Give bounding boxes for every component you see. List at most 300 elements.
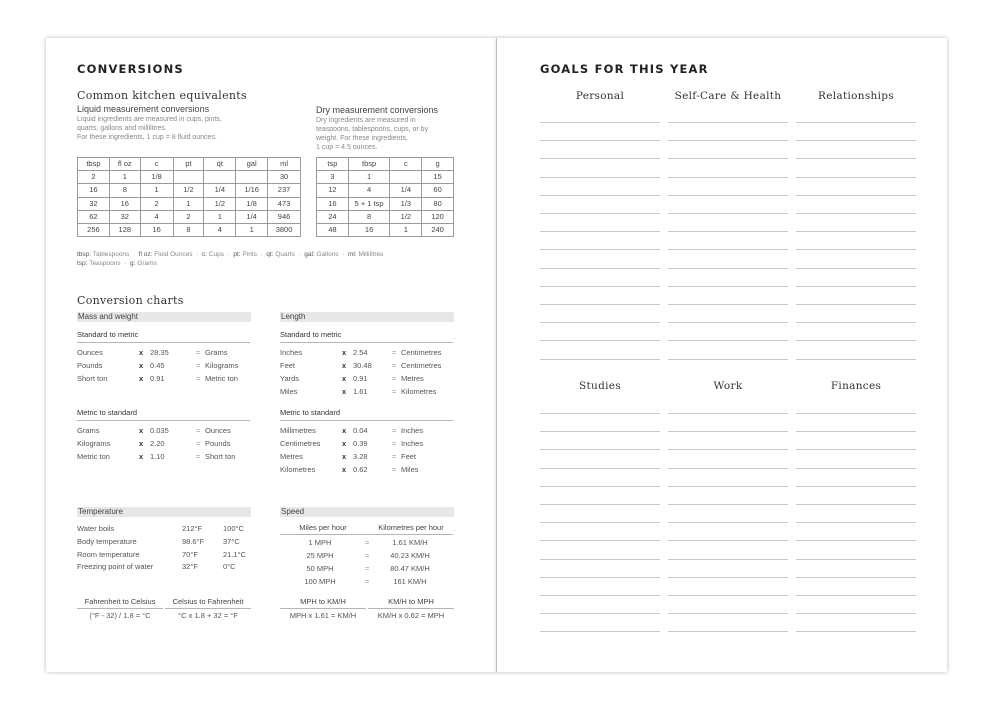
conv-from: Metric ton (77, 452, 110, 461)
conv-factor: 0.45 (150, 361, 165, 370)
goal-line[interactable] (540, 122, 660, 123)
table-cell: 12 (317, 184, 349, 197)
conv-to: Miles (401, 465, 419, 474)
goal-line[interactable] (796, 177, 916, 178)
goal-line[interactable] (796, 304, 916, 305)
goal-line[interactable] (540, 486, 660, 487)
goal-line[interactable] (668, 249, 788, 250)
table-cell: 2 (140, 197, 173, 210)
table-header-cell: tbsp (348, 158, 390, 171)
table-cell: 237 (268, 184, 301, 197)
conv-to: Grams (205, 348, 228, 357)
goal-line[interactable] (540, 359, 660, 360)
table-cell: 1/8 (236, 197, 268, 210)
goal-line[interactable] (668, 540, 788, 541)
table-row (317, 184, 454, 197)
conv-to: Centimetres (401, 348, 442, 357)
goal-line[interactable] (796, 195, 916, 196)
legend-abbr: c: (201, 251, 207, 258)
speed-kmh: 1.61 KM/H (392, 538, 428, 547)
liquid-note-line: quarts, gallons and millilitres. (77, 125, 167, 132)
conv-factor: 2.20 (150, 439, 165, 448)
multiply-sign: x (139, 361, 144, 370)
goal-line[interactable] (540, 268, 660, 269)
goal-line[interactable] (796, 431, 916, 432)
conv-to: Kilometres (401, 387, 437, 396)
goal-line[interactable] (796, 631, 916, 632)
goal-line[interactable] (796, 449, 916, 450)
table-row (78, 210, 301, 223)
conv-factor: 30.48 (353, 361, 372, 370)
table-cell: 2 (173, 210, 204, 223)
goal-line[interactable] (668, 559, 788, 560)
legend-abbr: pt: (233, 251, 241, 258)
multiply-sign: x (139, 452, 144, 461)
goal-line[interactable] (796, 595, 916, 596)
goal-line[interactable] (540, 304, 660, 305)
multiply-sign: x (139, 374, 144, 383)
f-to-c-label: Fahrenheit to Celsius (84, 597, 156, 606)
goal-line[interactable] (668, 413, 788, 414)
conv-factor: 0.91 (353, 374, 368, 383)
conv-from: Ounces (77, 348, 103, 357)
divider (280, 420, 453, 421)
goal-line[interactable] (796, 158, 916, 159)
conv-from: Inches (280, 348, 303, 357)
conv-factor: 3.28 (353, 452, 368, 461)
table-cell: 1/4 (390, 184, 422, 197)
liquid-note (77, 115, 222, 142)
conv-to: Inches (401, 426, 424, 435)
table-cell: 1 (204, 210, 236, 223)
mass-band: Mass and weight (77, 312, 251, 322)
legend-abbr: fl oz: (138, 251, 153, 258)
equals-sign: = (196, 439, 201, 448)
goal-line[interactable] (540, 140, 660, 141)
table-cell: 16 (78, 184, 110, 197)
table-cell: 62 (78, 210, 110, 223)
equals-sign: = (196, 374, 201, 383)
goal-line[interactable] (796, 231, 916, 232)
speed-kmh: 40.23 KM/H (390, 551, 430, 560)
goal-line[interactable] (796, 122, 916, 123)
conv-factor: 0.62 (353, 465, 368, 474)
goal-line[interactable] (796, 249, 916, 250)
table-cell: 4 (348, 184, 390, 197)
goal-line[interactable] (668, 195, 788, 196)
dry-note (316, 116, 428, 152)
goal-line[interactable] (796, 140, 916, 141)
equals-sign: = (196, 452, 201, 461)
divider (77, 608, 163, 609)
goal-line[interactable] (668, 504, 788, 505)
equals-sign: = (392, 374, 397, 383)
table-cell: 24 (317, 210, 349, 223)
conv-from: Pounds (77, 361, 103, 370)
conv-from: Grams (77, 426, 100, 435)
table-cell: 1/8 (140, 171, 173, 184)
dry-note-line: Dry ingredients are measured in (316, 117, 416, 124)
goal-line[interactable] (540, 504, 660, 505)
legend-abbr: tsp: (77, 260, 88, 267)
goal-line[interactable] (668, 213, 788, 214)
equals-sign: = (392, 426, 397, 435)
legend-full: Tablespoons (92, 251, 130, 258)
goal-line[interactable] (796, 413, 916, 414)
equals-sign: = (392, 361, 397, 370)
table-cell: 1/16 (236, 184, 268, 197)
goal-line[interactable] (668, 486, 788, 487)
goal-line[interactable] (796, 468, 916, 469)
table-cell: 1 (348, 171, 390, 184)
goal-line[interactable] (540, 177, 660, 178)
goal-line[interactable] (796, 268, 916, 269)
conv-factor: 0.39 (353, 439, 368, 448)
conv-factor: 1.10 (150, 452, 165, 461)
f-to-c-formula: (°F - 32) / 1.8 = °C (89, 611, 151, 620)
table-header-row (78, 158, 301, 171)
conv-from: Miles (280, 387, 298, 396)
goal-category-personal: Personal (575, 90, 625, 102)
conv-to: Pounds (205, 439, 231, 448)
table-cell: 1/3 (390, 197, 422, 210)
table-cell: 1/4 (204, 184, 236, 197)
table-cell: 1/2 (390, 210, 422, 223)
legend-line: tbsp: Tablespoons · fl oz: Fluid Ounces · c: Cups · pt: Pints · qt: Quarts · gal: Gallons · ml: Millilitres (77, 251, 384, 258)
equals-sign: = (392, 348, 397, 357)
legend-full: Cups (208, 251, 224, 258)
equals-sign: = (392, 387, 397, 396)
goal-line[interactable] (540, 231, 660, 232)
dry-title: Dry measurement conversions (316, 105, 439, 115)
table-row (317, 210, 454, 223)
temp-celsius: 100°C (223, 524, 244, 533)
goal-line[interactable] (796, 359, 916, 360)
multiply-sign: x (139, 439, 144, 448)
legend-full: Teaspoons (89, 260, 121, 267)
conv-to: Centimetres (401, 361, 442, 370)
goal-line[interactable] (796, 559, 916, 560)
goal-line[interactable] (668, 613, 788, 614)
temp-label: Room temperature (77, 550, 140, 559)
conv-factor: 1.61 (353, 387, 368, 396)
multiply-sign: x (139, 426, 144, 435)
kmh-to-mph-formula: KM/H x 0.62 = MPH (377, 611, 445, 620)
divider (280, 342, 453, 343)
equals-sign: = (392, 439, 397, 448)
legend-abbr: tbsp: (77, 251, 92, 258)
table-cell: 1 (236, 223, 268, 236)
conv-from: Centimetres (280, 439, 321, 448)
temp-celsius: 0°C (223, 562, 236, 571)
equals-sign: = (196, 361, 201, 370)
table-cell: 256 (78, 223, 110, 236)
table-cell: 8 (348, 210, 390, 223)
goal-category-studies: Studies (579, 380, 621, 392)
table-cell: 32 (78, 197, 110, 210)
multiply-sign: x (342, 452, 347, 461)
temp-celsius: 21.1°C (223, 550, 247, 559)
goal-line[interactable] (540, 195, 660, 196)
goal-line[interactable] (540, 286, 660, 287)
table-cell: 2 (78, 171, 110, 184)
goal-line[interactable] (668, 359, 788, 360)
speed-mph: 50 MPH (306, 564, 334, 573)
conv-factor: 0.91 (150, 374, 165, 383)
table-cell: 1/4 (236, 210, 268, 223)
speed-mph: 25 MPH (306, 551, 334, 560)
table-row (78, 197, 301, 210)
table-cell: 1 (390, 223, 422, 236)
goal-line[interactable] (668, 231, 788, 232)
goal-line[interactable] (668, 522, 788, 523)
legend-abbr: gal: (304, 251, 315, 258)
goal-line[interactable] (540, 449, 660, 450)
table-row (317, 197, 454, 210)
goal-line[interactable] (796, 213, 916, 214)
speed-kmh: 80.47 KM/H (390, 564, 430, 573)
table-cell: 4 (204, 223, 236, 236)
goal-category-finances: Finances (830, 380, 882, 392)
legend-abbr: qt: (266, 251, 274, 258)
goal-line[interactable] (540, 559, 660, 560)
goal-line[interactable] (796, 577, 916, 578)
goals-title: GOALS FOR THIS YEAR (540, 62, 709, 76)
goal-category-self-care: Self-Care & Health (674, 90, 782, 102)
goal-line[interactable] (540, 631, 660, 632)
legend-full: Fluid Ounces (154, 251, 193, 258)
goal-line[interactable] (540, 540, 660, 541)
goal-category-work: Work (713, 380, 743, 392)
table-cell: 30 (268, 171, 301, 184)
legend-full: Millilitres (358, 251, 384, 258)
temp-celsius: 37°C (223, 537, 240, 546)
c-to-f-formula: °C x 1.8 + 32 = °F (178, 611, 238, 620)
goal-line[interactable] (796, 340, 916, 341)
liquid-title: Liquid measurement conversions (77, 104, 210, 114)
speed-band: Speed (280, 507, 454, 517)
conv-factor: 28.35 (150, 348, 169, 357)
goal-line[interactable] (668, 158, 788, 159)
legend-full: Pints (242, 251, 257, 258)
conv-factor: 0.04 (353, 426, 368, 435)
goal-line[interactable] (668, 268, 788, 269)
table-cell: 48 (317, 223, 349, 236)
conv-from: Feet (280, 361, 296, 370)
conv-to: Metric ton (205, 374, 238, 383)
conv-to: Inches (401, 439, 424, 448)
table-header-cell: tbsp (78, 158, 110, 171)
goal-line[interactable] (668, 468, 788, 469)
conv-from: Kilometres (280, 465, 316, 474)
equals-sign: = (365, 564, 370, 573)
equals-sign: = (196, 426, 201, 435)
speed-mph: 1 MPH (308, 538, 332, 547)
conv-from: Short ton (77, 374, 108, 383)
goal-line[interactable] (540, 213, 660, 214)
goal-line[interactable] (796, 322, 916, 323)
conv-from: Metres (280, 452, 303, 461)
temp-label: Water boils (77, 524, 115, 533)
table-row (317, 171, 454, 184)
conv-to: Feet (401, 452, 417, 461)
table-cell: 128 (109, 223, 140, 236)
length-band: Length (280, 312, 454, 322)
equals-sign: = (392, 452, 397, 461)
goal-line[interactable] (668, 595, 788, 596)
conv-to: Ounces (205, 426, 231, 435)
legend-abbr: ml: (347, 251, 357, 258)
goal-line[interactable] (668, 577, 788, 578)
dry-note-line: 1 cup = 4.5 ounces. (316, 144, 378, 151)
multiply-sign: x (342, 439, 347, 448)
multiply-sign: x (342, 348, 347, 357)
multiply-sign: x (342, 374, 347, 383)
conv-to: Metres (401, 374, 424, 383)
table-header-cell: tsp (317, 158, 349, 171)
table-cell: 1/2 (173, 184, 204, 197)
table-header-cell: g (422, 158, 454, 171)
temp-fahrenheit: 212°F (182, 524, 203, 533)
goal-line[interactable] (540, 595, 660, 596)
table-cell: 1 (140, 184, 173, 197)
goal-line[interactable] (540, 431, 660, 432)
goal-line[interactable] (540, 322, 660, 323)
goal-line[interactable] (668, 340, 788, 341)
table-cell (390, 171, 422, 184)
goal-line[interactable] (796, 522, 916, 523)
abbreviation-legend (77, 250, 457, 268)
speed-mph: 100 MPH (304, 577, 336, 586)
liquid-note-line: For these ingredients, 1 cup = 8 fluid ounces. (77, 134, 217, 141)
goal-line[interactable] (796, 486, 916, 487)
table-row (317, 223, 454, 236)
table-cell: 473 (268, 197, 301, 210)
table-cell: 80 (422, 197, 454, 210)
conv-factor: 0.035 (150, 426, 169, 435)
goal-line[interactable] (668, 304, 788, 305)
temp-fahrenheit: 70°F (182, 550, 198, 559)
multiply-sign: x (342, 465, 347, 474)
table-cell: 5 + 1 tsp (348, 197, 390, 210)
divider (77, 342, 250, 343)
goal-line[interactable] (668, 140, 788, 141)
conv-from: Millimetres (280, 426, 316, 435)
mph-to-kmh-formula: MPH x 1.61 = KM/H (289, 611, 357, 620)
c-to-f-label: Celsius to Fahrenheit (172, 597, 244, 606)
conversion-charts-heading: Conversion charts (77, 294, 184, 307)
goal-line[interactable] (668, 177, 788, 178)
speed-col-kmh: Kilometres per hour (378, 523, 444, 532)
table-cell: 8 (173, 223, 204, 236)
goal-line[interactable] (668, 322, 788, 323)
divider (368, 608, 454, 609)
table-header-cell: fl oz (109, 158, 140, 171)
table-row (78, 223, 301, 236)
table-cell: 3800 (268, 223, 301, 236)
table-cell: 16 (109, 197, 140, 210)
multiply-sign: x (342, 426, 347, 435)
dry-table (316, 157, 454, 237)
table-cell: 3 (317, 171, 349, 184)
length-metric-std-label: Metric to standard (280, 408, 341, 417)
goal-category-relationships: Relationships (818, 90, 894, 102)
conv-from: Yards (280, 374, 300, 383)
table-cell: 240 (422, 223, 454, 236)
table-cell: 60 (422, 184, 454, 197)
goal-line[interactable] (796, 540, 916, 541)
conv-to: Kilograms (205, 361, 239, 370)
table-cell: 16 (348, 223, 390, 236)
goal-line[interactable] (668, 449, 788, 450)
table-cell: 32 (109, 210, 140, 223)
equals-sign: = (392, 465, 397, 474)
legend-full: Gallons (316, 251, 339, 258)
table-cell: 946 (268, 210, 301, 223)
liquid-table (77, 157, 301, 237)
table-cell: 1 (173, 197, 204, 210)
goal-line[interactable] (540, 522, 660, 523)
table-cell: 8 (109, 184, 140, 197)
goal-line[interactable] (540, 613, 660, 614)
goal-line[interactable] (540, 158, 660, 159)
conv-from: Kilograms (77, 439, 111, 448)
temp-label: Body temperature (77, 537, 137, 546)
temp-fahrenheit: 98.6°F (182, 537, 205, 546)
equals-sign: = (365, 551, 370, 560)
table-cell: 4 (140, 210, 173, 223)
table-row (78, 184, 301, 197)
temp-label: Freezing point of water (77, 562, 154, 571)
table-cell: 1 (109, 171, 140, 184)
table-header-cell: ml (268, 158, 301, 171)
table-row (78, 171, 301, 184)
conv-factor: 2.54 (353, 348, 368, 357)
divider (280, 534, 453, 535)
mph-to-kmh-label: MPH to KM/H (300, 597, 346, 606)
goal-line[interactable] (796, 613, 916, 614)
goal-line[interactable] (540, 340, 660, 341)
goal-line[interactable] (796, 286, 916, 287)
goal-line[interactable] (540, 577, 660, 578)
equals-sign: = (365, 538, 370, 547)
goal-line[interactable] (668, 631, 788, 632)
table-cell (204, 171, 236, 184)
table-cell (173, 171, 204, 184)
divider (280, 608, 366, 609)
multiply-sign: x (342, 361, 347, 370)
goal-line[interactable] (540, 249, 660, 250)
multiply-sign: x (342, 387, 347, 396)
mass-std-metric-label: Standard to metric (77, 330, 139, 339)
table-header-cell: pt (173, 158, 204, 171)
kitchen-heading: Common kitchen equivalents (77, 89, 247, 102)
goal-line[interactable] (668, 286, 788, 287)
table-cell: 1/2 (204, 197, 236, 210)
goal-line[interactable] (668, 122, 788, 123)
multiply-sign: x (139, 348, 144, 357)
divider (165, 608, 251, 609)
goal-line[interactable] (540, 468, 660, 469)
conversions-title: CONVERSIONS (77, 62, 184, 76)
goal-line[interactable] (796, 504, 916, 505)
divider (77, 420, 250, 421)
mass-metric-std-label: Metric to standard (77, 408, 138, 417)
legend-full: Quarts (275, 251, 295, 258)
goal-line[interactable] (540, 413, 660, 414)
goal-line[interactable] (668, 431, 788, 432)
table-header-cell: gal (236, 158, 268, 171)
